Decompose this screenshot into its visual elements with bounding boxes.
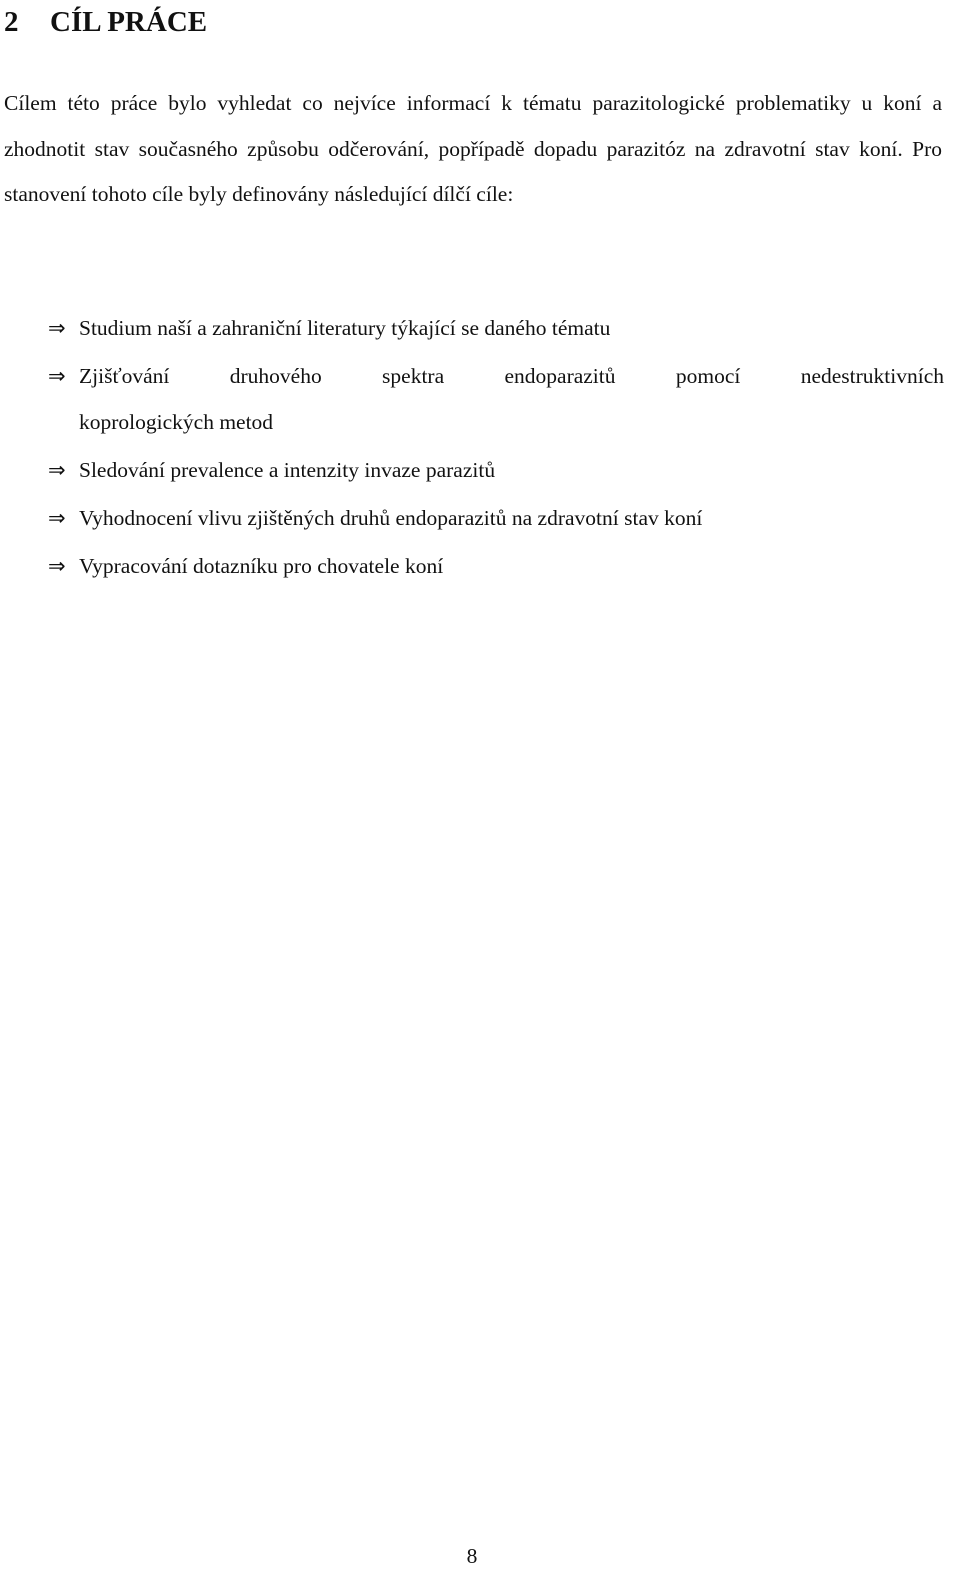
goal-item — [0, 496, 944, 542]
double-arrow-icon: ⇒ — [48, 505, 66, 530]
goal-text-continued: koprologických metod — [79, 409, 274, 434]
goal-item — [0, 354, 944, 445]
goal-item — [0, 448, 944, 494]
goal-text: Vyhodnocení vlivu zjištěných druhů endoparazitů na zdravotní stav koní — [79, 505, 703, 530]
section-title: CÍL PRÁCE — [50, 6, 208, 38]
goal-text: Studium naší a zahraniční literatury týkající se daného tématu — [79, 316, 611, 340]
section-heading — [4, 2, 207, 42]
page-number: 8 — [466, 1544, 478, 1568]
goal-item — [0, 544, 944, 590]
goal-text: Vypracování dotazníku pro chovatele koní — [79, 553, 444, 578]
goals-list — [0, 306, 944, 592]
double-arrow-icon: ⇒ — [48, 457, 66, 482]
double-arrow-icon: ⇒ — [48, 364, 66, 388]
section-number: 2 — [4, 6, 19, 38]
double-arrow-icon: ⇒ — [48, 316, 66, 340]
goal-text: Sledování prevalence a intenzity invaze parazitů — [79, 457, 496, 482]
intro-paragraph: Cílem této práce bylo vyhledat co nejvíce informací k tématu parazitologické problematiky u koní a zhodnotit stav současného způsobu odčerování, popřípadě dopadu parazitóz na zdravotní stav koní. Pro stanovení tohoto cíle byly definovány následující dílčí cíle: — [4, 91, 942, 206]
goal-text: Zjišťování druhového spektra endoparazitů pomocí nedestruktivních — [79, 364, 944, 388]
goal-item — [0, 306, 944, 352]
double-arrow-icon: ⇒ — [48, 553, 66, 578]
